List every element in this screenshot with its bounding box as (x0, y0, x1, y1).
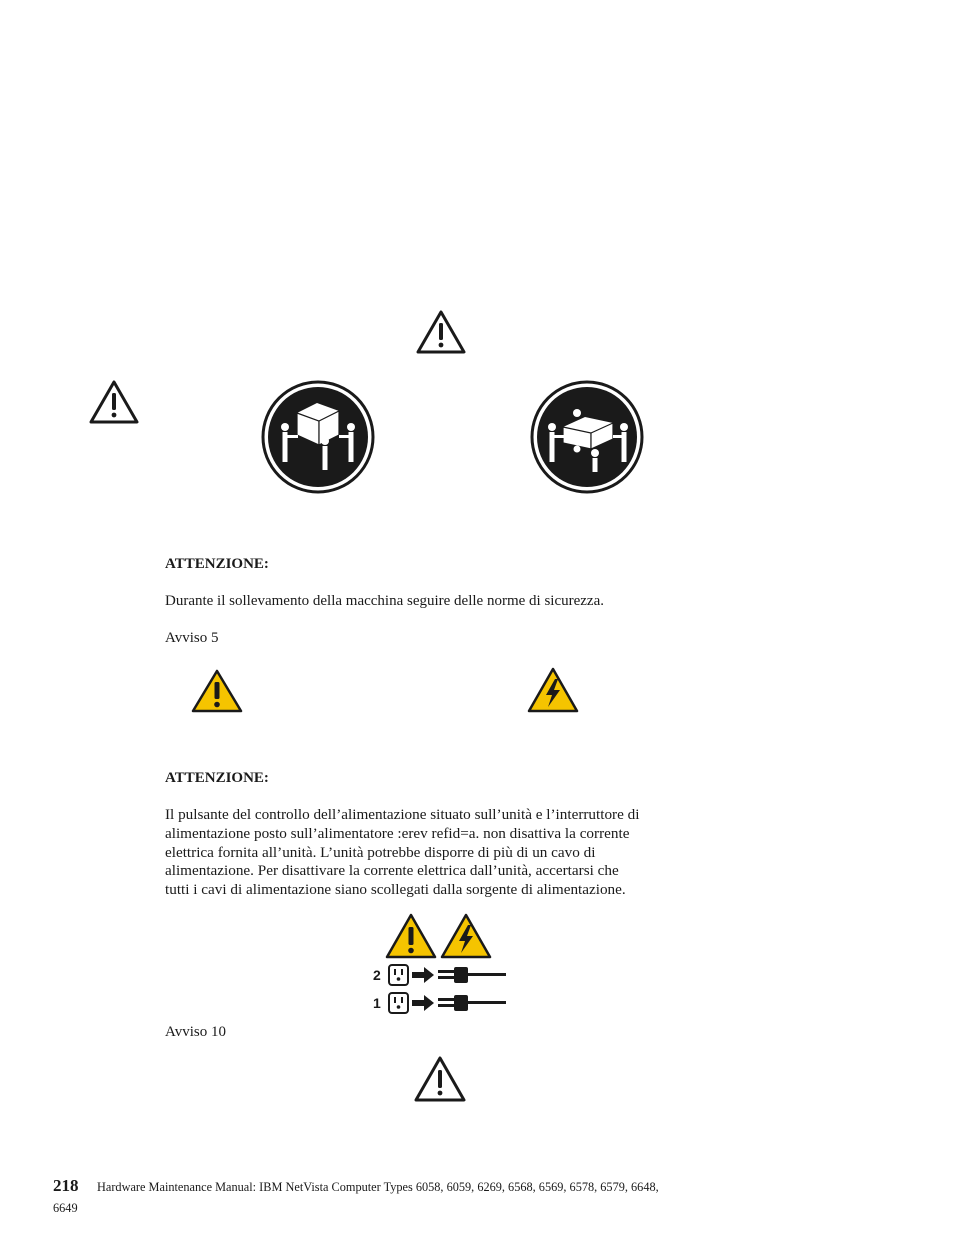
caution-line: tutti i cavi di alimentazione siano scollegati dalla sorgente di alimentazione. (165, 881, 626, 899)
yellow-caution-triangle-icon (191, 669, 243, 713)
caution-triangle-icon (89, 380, 139, 424)
power-cord-unplug-icon (386, 963, 508, 987)
footer-title: Hardware Maintenance Manual: IBM NetVista Computer Types 6058, 6059, 6269, 6568, 6569, 6578, 6579, 6648, (97, 1180, 659, 1194)
outlet-number: 1 (373, 995, 381, 1011)
caution-paragraph (165, 806, 725, 900)
notice-label: Avviso 5 (165, 630, 219, 646)
footer-title-continuation: 6649 (53, 1201, 78, 1215)
electrical-hazard-icon (527, 667, 579, 713)
caution-heading: ATTENZIONE: (165, 770, 269, 786)
notice-label: Avviso 10 (165, 1024, 226, 1040)
caution-line: Il pulsante del controllo dell’alimentazione situato sull’unità e l’interruttore di (165, 806, 640, 823)
outlet-number: 2 (373, 967, 381, 983)
yellow-caution-triangle-icon (385, 913, 437, 959)
caution-triangle-icon (414, 1056, 466, 1102)
caution-text: Durante il sollevamento della macchina seguire delle norme di sicurezza. (165, 593, 604, 609)
three-person-lift-icon (529, 379, 645, 495)
electrical-hazard-icon (440, 913, 492, 959)
page-number: 218 (53, 1176, 79, 1195)
power-cord-unplug-icon (386, 991, 508, 1015)
caution-heading: ATTENZIONE: (165, 556, 269, 572)
caution-line: alimentazione. Per disattivare la corrente elettrica dall’unità, accertarsi che (165, 862, 619, 880)
caution-line: elettrica fornita all’unità. L’unità potrebbe disporre di più di un cavo di (165, 843, 596, 861)
two-person-lift-icon (261, 379, 375, 495)
caution-line: alimentazione posto sull’alimentatore :erev refid=a. non disattiva la corrente (165, 824, 630, 842)
caution-triangle-icon (416, 310, 466, 354)
